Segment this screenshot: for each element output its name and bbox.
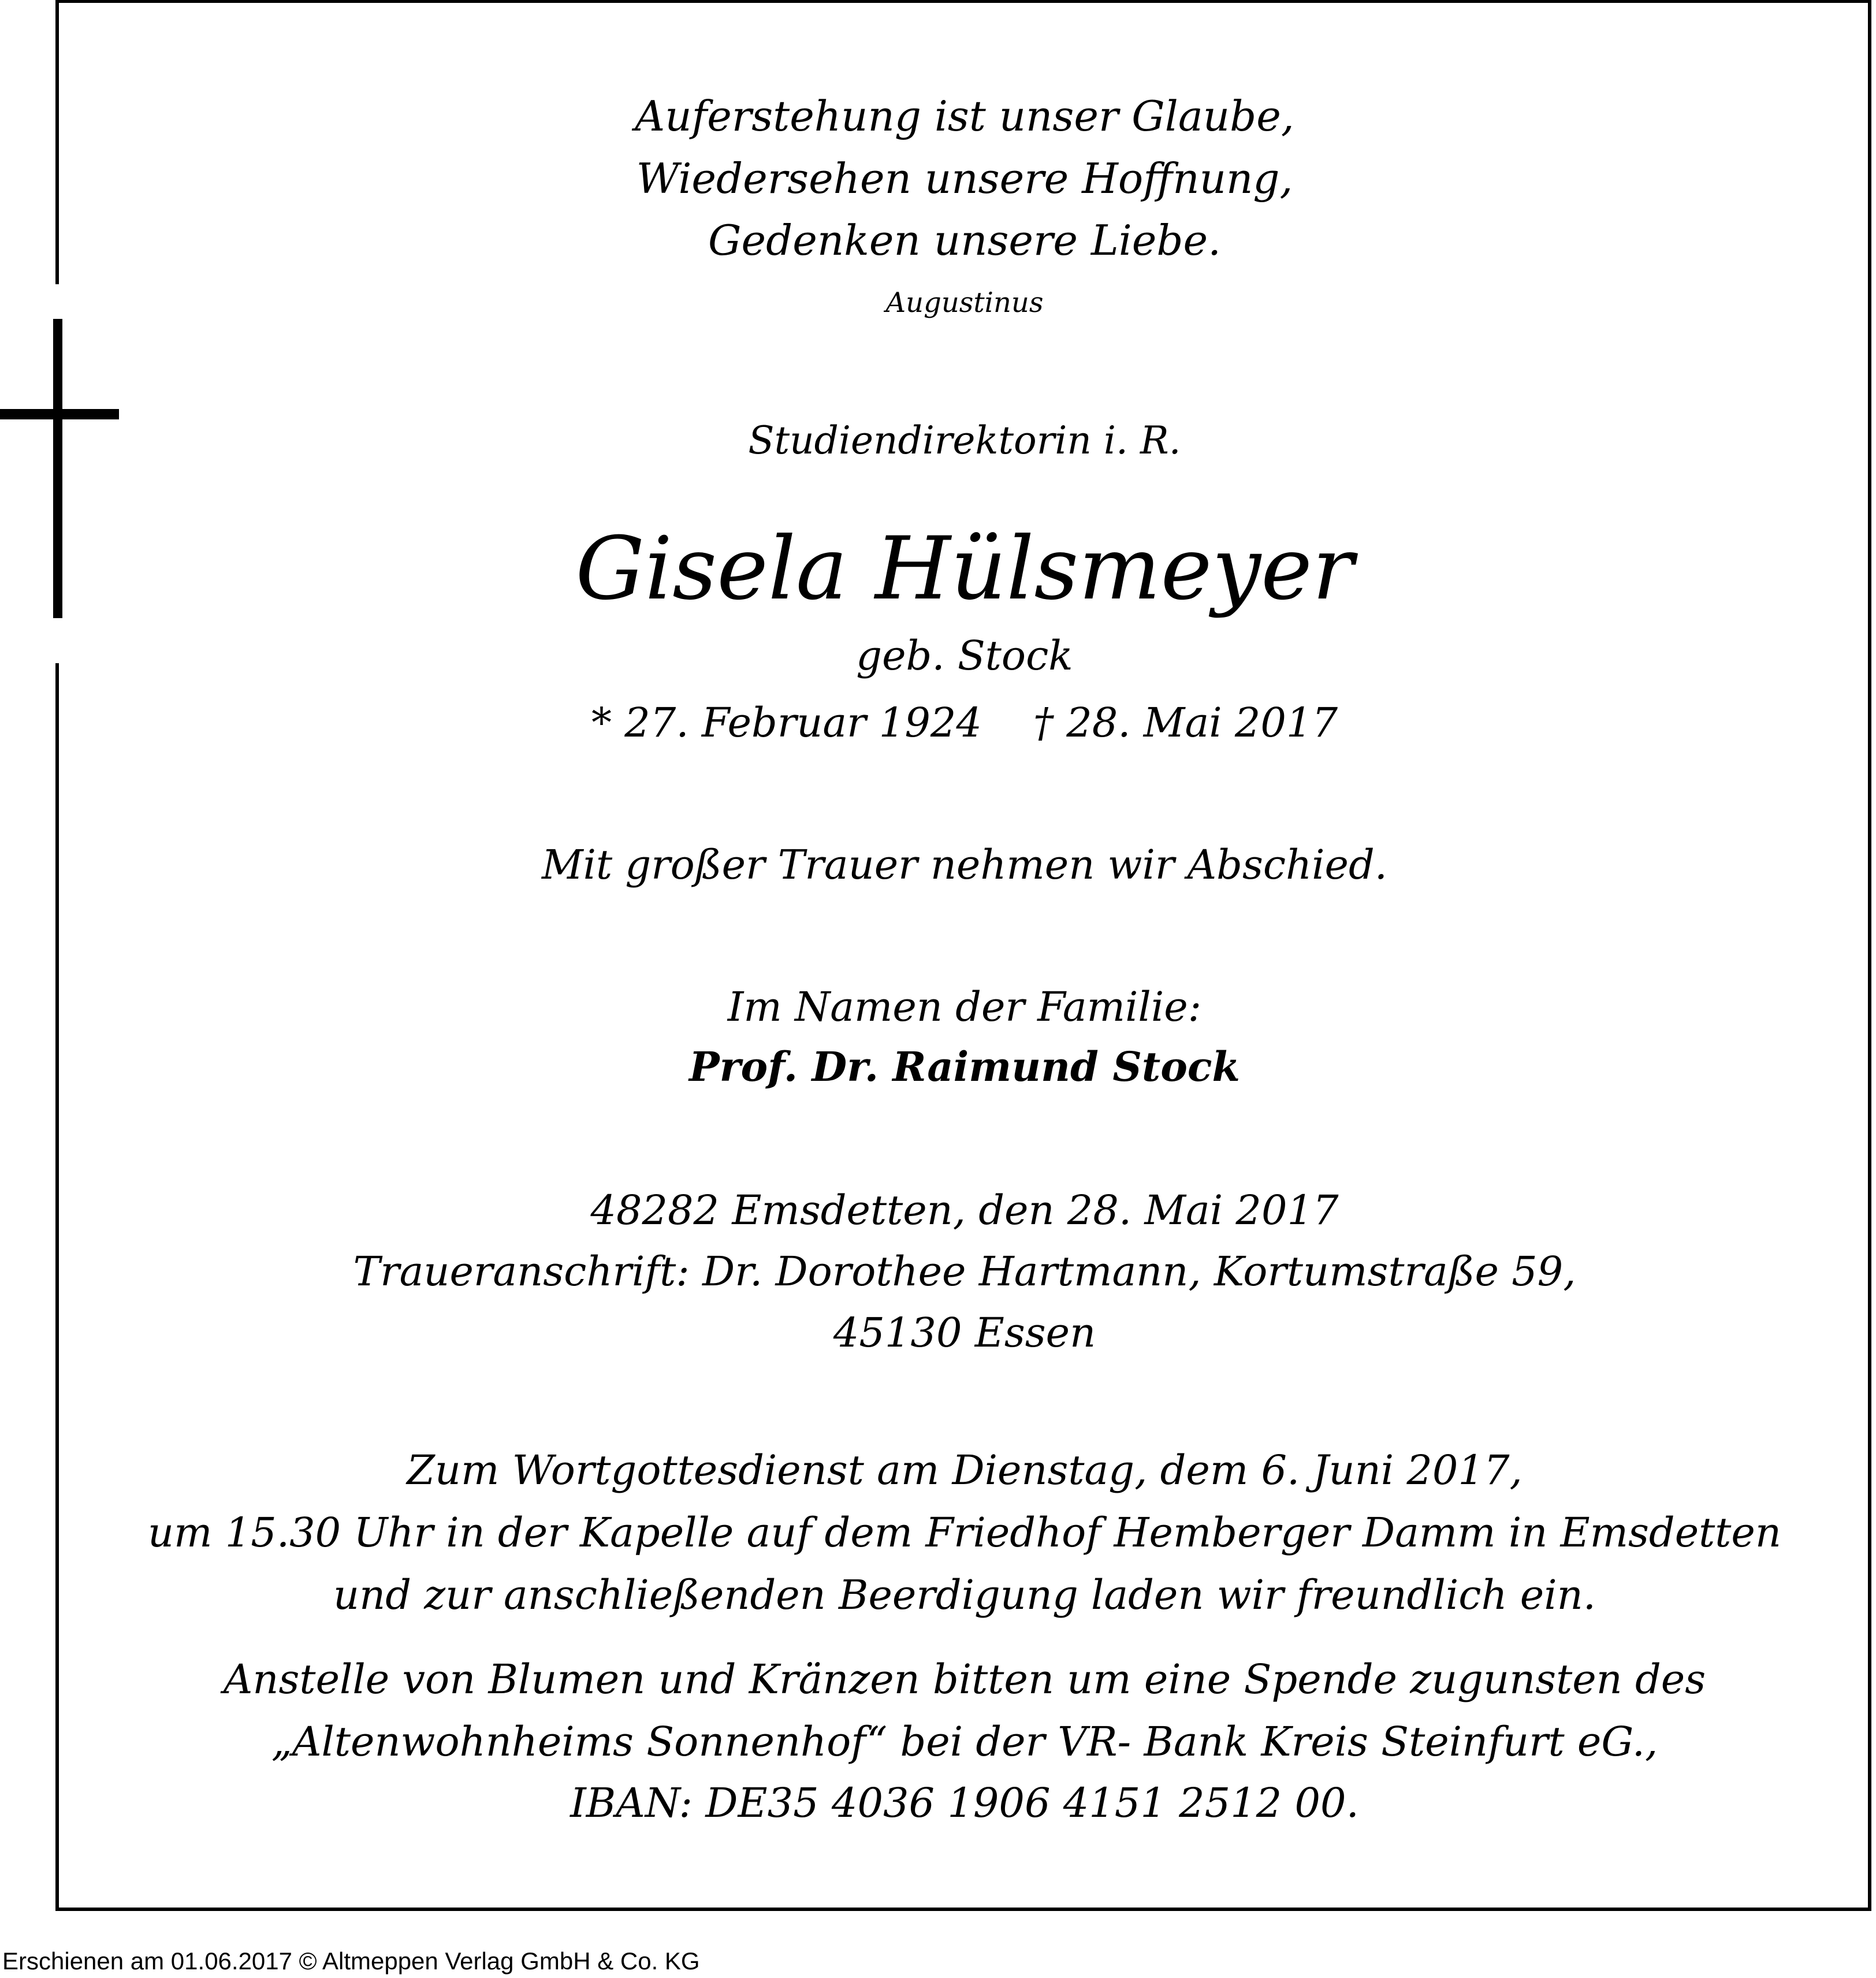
deceased-title: Studiendirektorin i. R. <box>748 418 1181 463</box>
cross-horizontal-bar <box>0 409 119 419</box>
frame-top-border <box>55 0 1871 3</box>
mourning-address-line-2: 45130 Essen <box>833 1309 1096 1356</box>
donation-line-2: „Altenwohnheims Sonnenhof“ bei der VR- Bank Kreis Steinfurt eG., <box>271 1718 1658 1765</box>
frame-right-border <box>1868 0 1871 1911</box>
service-line-3: und zur anschließenden Beerdigung laden wir freundlich ein. <box>333 1571 1596 1619</box>
publication-footer: Erschienen am 01.06.2017 © Altmeppen Verlag GmbH & Co. KG <box>2 1947 700 1975</box>
family-intro: Im Namen der Familie: <box>727 983 1202 1031</box>
verse-line-3: Gedenken unsere Liebe. <box>708 216 1221 265</box>
mourning-address-line-1: Traueranschrift: Dr. Dorothee Hartmann, Kortumstraße 59, <box>353 1248 1576 1295</box>
verse-author: Augustinus <box>885 287 1044 319</box>
service-line-2: um 15.30 Uhr in der Kapelle auf dem Friedhof Hemberger Damm in Emsdetten <box>148 1509 1781 1556</box>
life-dates: * 27. Februar 1924 † 28. Mai 2017 <box>591 699 1338 746</box>
donation-line-3: IBAN: DE35 4036 1906 4151 2512 00. <box>570 1779 1359 1827</box>
deceased-name: Gisela Hülsmeyer <box>575 519 1354 619</box>
family-name: Prof. Dr. Raimund Stock <box>688 1043 1241 1091</box>
place-date: 48282 Emsdetten, den 28. Mai 2017 <box>590 1187 1339 1234</box>
donation-line-1: Anstelle von Blumen und Kränzen bitten um eine Spende zugunsten des <box>223 1656 1706 1703</box>
maiden-name: geb. Stock <box>856 632 1073 679</box>
frame-bottom-border <box>55 1908 1871 1911</box>
farewell-text: Mit großer Trauer nehmen wir Abschied. <box>541 841 1388 888</box>
verse-line-2: Wiedersehen unsere Hoffnung, <box>636 154 1293 203</box>
verse-line-1: Auferstehung ist unser Glaube, <box>635 92 1294 140</box>
service-line-1: Zum Wortgottesdienst am Dienstag, dem 6. Juni 2017, <box>407 1447 1523 1494</box>
